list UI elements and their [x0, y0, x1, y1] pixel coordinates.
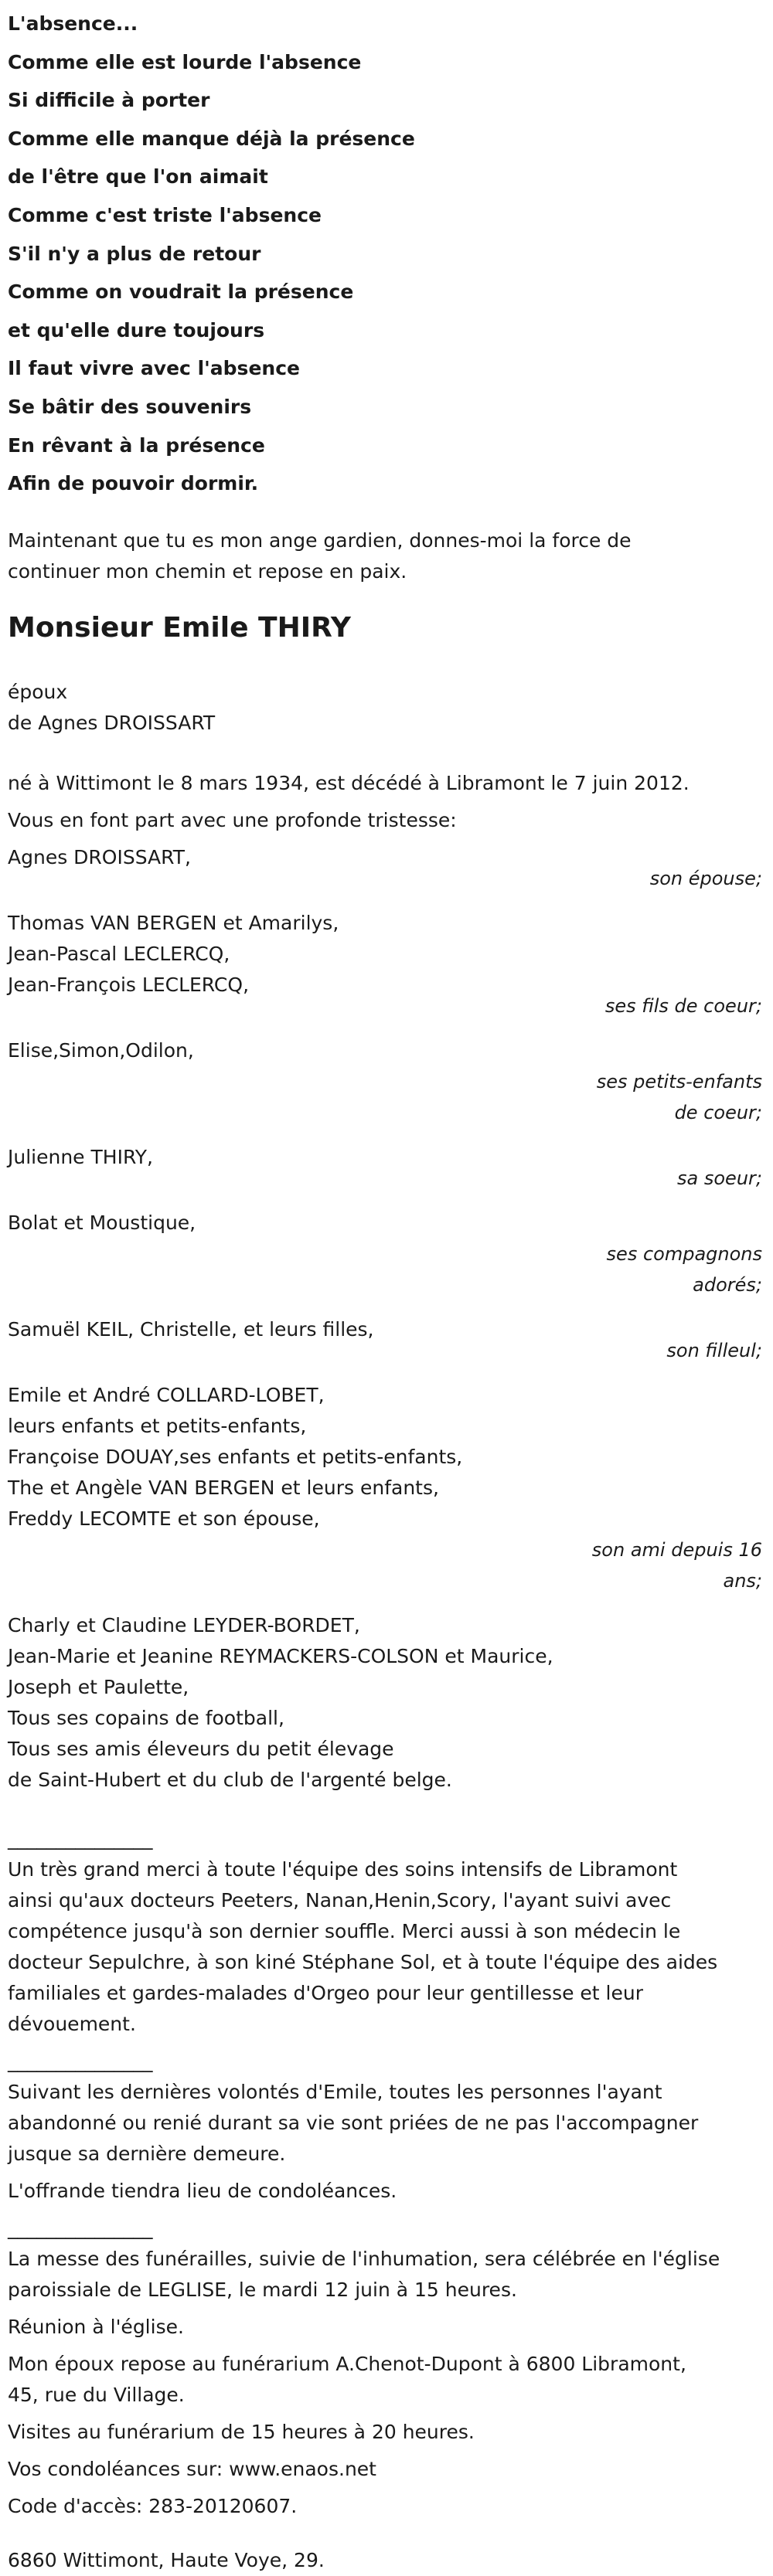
family-list — [8, 842, 765, 1796]
poem-line: Comme elle est lourde l'absence — [8, 50, 362, 73]
family-name: Joseph et Paulette, — [8, 1675, 189, 1698]
family-name: Emile et André COLLARD-LOBET, — [8, 1383, 325, 1406]
family-name: Agnes DROISSART, — [8, 845, 191, 868]
separator-line: _______________ — [8, 2049, 153, 2072]
announcement-text: Vous en font part avec une profonde tristesse: — [8, 808, 457, 831]
intro-paragraph — [8, 525, 765, 587]
funerarium-line: Mon époux repose au funérarium A.Chenot-Dupont à 6800 Libramont, — [8, 2352, 686, 2375]
family-name: Jean-François LECLERCQ, — [8, 973, 250, 996]
poem — [8, 5, 765, 503]
family-name: Samuël KEIL, Christelle, et leurs filles, — [8, 1317, 374, 1341]
family-relation: ses compagnons — [606, 1242, 762, 1265]
intro-line: continuer mon chemin et repose en paix. — [8, 559, 407, 583]
family-group — [8, 1142, 765, 1194]
family-name: Jean-Pascal LECLERCQ, — [8, 942, 230, 965]
family-group — [8, 842, 765, 894]
reunion-text: Réunion à l'église. — [8, 2315, 184, 2338]
family-name: Bolat et Moustique, — [8, 1211, 196, 1234]
visits-text: Visites au funérarium de 15 heures à 20 heures. — [8, 2420, 475, 2443]
family-name: Tous ses copains de football, — [8, 1706, 284, 1729]
funerarium-line: 45, rue du Village. — [8, 2383, 185, 2406]
wishes-line: Suivant les dernières volontés d'Emile, toutes les personnes l'ayant — [8, 2080, 662, 2103]
condolences-text: Vos condoléances sur: www.enaos.net — [8, 2457, 376, 2480]
thanks-paragraph — [8, 1854, 765, 2040]
family-group — [8, 1035, 765, 1128]
poem-line: de l'être que l'on aimait — [8, 165, 268, 189]
funeral-line: paroissiale de LEGLISE, le mardi 12 juin à 15 heures. — [8, 2278, 517, 2301]
birth-death-text: né à Wittimont le 8 mars 1934, est décédé à Libramont le 7 juin 2012. — [8, 771, 690, 794]
poem-line: Il faut vivre avec l'absence — [8, 357, 300, 380]
offering-text: L'offrande tiendra lieu de condoléances. — [8, 2179, 397, 2202]
poem-line: et qu'elle dure toujours — [8, 318, 265, 342]
wishes-paragraph — [8, 2077, 765, 2170]
family-group — [8, 1380, 765, 1596]
address-text: 6860 Wittimont, Haute Voye, 29. — [8, 2548, 325, 2571]
thanks-line: docteur Sepulchre, à son kiné Stéphane Sol, et à toute l'équipe des aides — [8, 1950, 718, 1973]
thanks-line: ainsi qu'aux docteurs Peeters, Nanan,Henin,Scory, l'ayant suivi avec — [8, 1888, 672, 1912]
family-name: leurs enfants et petits-enfants, — [8, 1414, 307, 1437]
thanks-line: Un très grand merci à toute l'équipe des soins intensifs de Libramont — [8, 1857, 678, 1881]
poem-line: Comme elle manque déjà la présence — [8, 127, 415, 150]
access-code-text: Code d'accès: 283-20120607. — [8, 2494, 298, 2517]
family-name: Freddy LECOMTE et son épouse, — [8, 1507, 320, 1530]
poem-line: S'il n'y a plus de retour — [8, 242, 261, 265]
family-name: Julienne THIRY, — [8, 1145, 153, 1168]
family-relation: son ami depuis 16 — [591, 1538, 762, 1561]
family-name: de Saint-Hubert et du club de l'argenté belge. — [8, 1768, 452, 1791]
thanks-line: compétence jusqu'à son dernier souffle. Merci aussi à son médecin le — [8, 1919, 681, 1942]
poem-line: L'absence... — [8, 12, 138, 35]
family-name: Charly et Claudine LEYDER-BORDET, — [8, 1613, 360, 1636]
funeral-line: La messe des funérailles, suivie de l'inhumation, sera célébrée en l'église — [8, 2247, 720, 2270]
family-name: Tous ses amis éleveurs du petit élevage — [8, 1737, 394, 1760]
separator-line: _______________ — [8, 2216, 153, 2239]
thanks-line: familiales et gardes-malades d'Orgeo pour leur gentillesse et leur — [8, 1981, 643, 2004]
obituary-page — [0, 5, 773, 2576]
poem-line: Si difficile à porter — [8, 89, 210, 112]
family-name: Elise,Simon,Odilon, — [8, 1038, 194, 1062]
funeral-paragraph — [8, 2244, 765, 2306]
family-relation: de coeur; — [674, 1101, 762, 1123]
wishes-line: jusque sa dernière demeure. — [8, 2142, 286, 2165]
family-group — [8, 908, 765, 1021]
poem-line: Afin de pouvoir dormir. — [8, 472, 259, 495]
family-relation: ans; — [723, 1569, 762, 1592]
family-relation: adorés; — [693, 1273, 762, 1296]
poem-line: Comme c'est triste l'absence — [8, 203, 322, 226]
spouse-block — [8, 677, 765, 739]
poem-line: Se bâtir des souvenirs — [8, 395, 252, 418]
intro-line: Maintenant que tu es mon ange gardien, donnes-moi la force de — [8, 528, 632, 552]
separator-line: _______________ — [8, 1827, 153, 1850]
wishes-line: abandonné ou renié durant sa vie sont priées de ne pas l'accompagner — [8, 2111, 699, 2134]
thanks-line: dévouement. — [8, 2012, 136, 2035]
funerarium-paragraph — [8, 2349, 765, 2411]
family-relation: son filleul; — [666, 1339, 762, 1361]
family-name: Thomas VAN BERGEN et Amarilys, — [8, 911, 339, 934]
family-name: Françoise DOUAY,ses enfants et petits-enfants, — [8, 1445, 463, 1468]
family-relation: son épouse; — [649, 867, 762, 889]
family-relation: ses fils de coeur; — [604, 994, 762, 1017]
spouse-line: époux — [8, 680, 68, 703]
spouse-line: de Agnes DROISSART — [8, 711, 216, 734]
family-group — [8, 1314, 765, 1366]
family-relation: ses petits-enfants — [596, 1070, 762, 1093]
deceased-name: Monsieur Emile THIRY — [8, 611, 351, 644]
family-name: Jean-Marie et Jeanine REYMACKERS-COLSON et Maurice, — [8, 1644, 553, 1667]
poem-line: En rêvant à la présence — [8, 433, 265, 457]
family-relation: sa soeur; — [677, 1167, 762, 1189]
family-name: The et Angèle VAN BERGEN et leurs enfants, — [8, 1476, 439, 1499]
poem-line: Comme on voudrait la présence — [8, 280, 354, 304]
family-group — [8, 1610, 765, 1796]
family-group — [8, 1208, 765, 1300]
